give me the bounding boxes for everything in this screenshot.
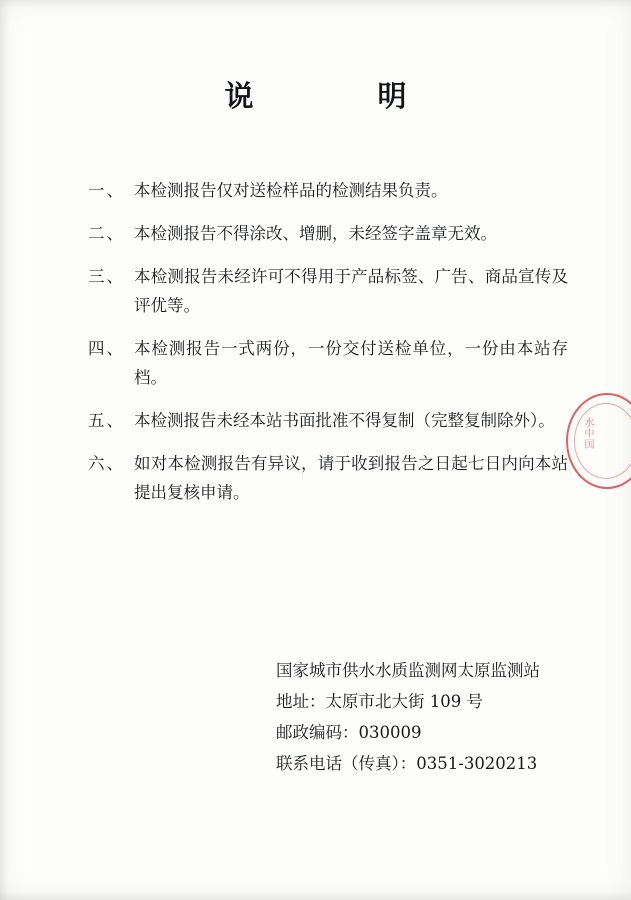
list-item — [88, 176, 568, 205]
scan-edge-left — [0, 0, 9, 900]
clause-number: 六、 — [88, 454, 125, 473]
organization-name: 国家城市供水水质监测网太原监测站 — [276, 661, 540, 680]
clause-number: 一、 — [88, 181, 125, 200]
page-title: 说 明 — [224, 79, 429, 113]
seal-inner-ring — [574, 403, 631, 479]
list-item — [88, 262, 568, 320]
postcode-line: 邮政编码：030009 — [276, 723, 422, 742]
clause-number: 五、 — [88, 411, 125, 430]
clause-text: 本检测报告不得涂改、增删，未经签字盖章无效。 — [134, 224, 497, 243]
clause-text: 本检测报告未经许可不得用于产品标签、广告、商品宣传及评优等。 — [134, 267, 568, 315]
seal-text: 水中国 — [582, 417, 593, 450]
clause-number: 三、 — [88, 267, 125, 286]
clause-text: 本检测报告仅对送检样品的检测结果负责。 — [134, 181, 448, 200]
list-item — [88, 406, 568, 435]
clause-text: 如对本检测报告有异议，请于收到报告之日起七日内向本站提出复核申请。 — [134, 454, 568, 502]
list-item — [88, 449, 568, 507]
clause-text: 本检测报告一式两份，一份交付送检单位，一份由本站存档。 — [134, 339, 568, 387]
scan-edge-top — [0, 0, 631, 7]
list-item — [88, 334, 568, 392]
clause-number: 二、 — [88, 224, 125, 243]
official-seal-stamp — [566, 393, 631, 489]
clause-number: 四、 — [88, 339, 125, 358]
footer-contact-block — [276, 655, 606, 779]
phone-line: 联系电话（传真）：0351-3020213 — [276, 754, 538, 773]
clause-list — [88, 176, 568, 521]
address-line: 地址：太原市北大街 109 号 — [276, 692, 483, 711]
clause-text: 本检测报告未经本站书面批准不得复制（完整复制除外）。 — [134, 411, 555, 430]
scan-edge-bottom — [0, 890, 631, 900]
list-item — [88, 219, 568, 248]
